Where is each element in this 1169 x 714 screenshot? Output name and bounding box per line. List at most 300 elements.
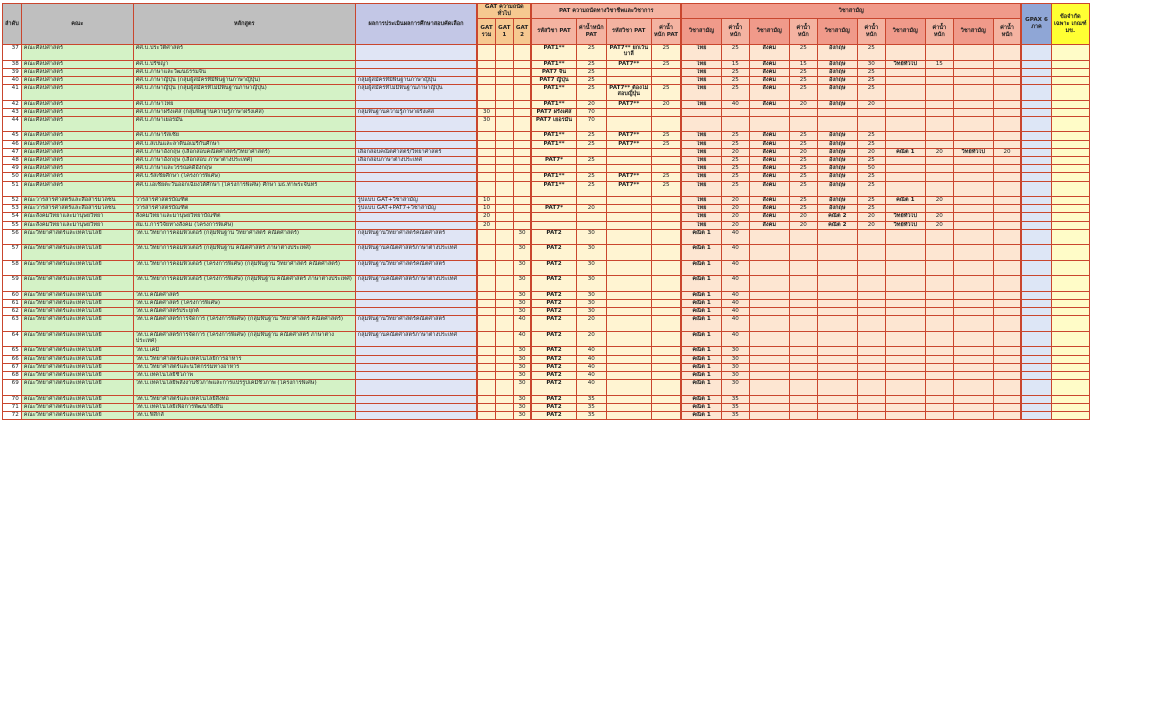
- gat-score-cell[interactable]: 20: [477, 221, 495, 229]
- subject-name-cell[interactable]: [749, 308, 789, 316]
- pat-code-cell[interactable]: PAT7 จีน: [531, 68, 576, 76]
- subject-name-cell[interactable]: อังกฤษ: [817, 173, 857, 181]
- row-number[interactable]: 71: [3, 403, 22, 411]
- note-cell[interactable]: [1051, 116, 1089, 132]
- row-number[interactable]: 56: [3, 229, 22, 245]
- gat-score-cell[interactable]: 20: [477, 213, 495, 221]
- subject-weight-cell[interactable]: [789, 412, 817, 420]
- pat-code-cell[interactable]: PAT1**: [531, 60, 576, 68]
- pat-weight-cell[interactable]: [651, 380, 681, 396]
- subject-name-cell[interactable]: [953, 116, 993, 132]
- program-cell[interactable]: วท.บ.วิทยาการคอมพิวเตอร์ (โครงการพิเศษ) (กลุ่มพื้นฐาน คณิตศาสตร์ ภาษาต่างประเทศ): [133, 276, 355, 292]
- pat-code-cell[interactable]: [606, 308, 651, 316]
- program-cell[interactable]: วท.บ.คณิตศาสตร์การจัดการ (โครงการพิเศษ) (กลุ่มพื้นฐาน วิทยาศาสตร์ คณิตศาสตร์): [133, 316, 355, 332]
- subject-name-cell[interactable]: [885, 76, 925, 84]
- gat-score-cell[interactable]: [495, 140, 513, 148]
- note-cell[interactable]: [1051, 157, 1089, 165]
- pat-code-cell[interactable]: PAT2: [531, 331, 576, 347]
- pat-code-cell[interactable]: [531, 197, 576, 205]
- gat-score-cell[interactable]: [495, 291, 513, 299]
- gpax-cell[interactable]: [1021, 108, 1051, 116]
- note-cell[interactable]: [1051, 76, 1089, 84]
- subject-weight-cell[interactable]: [925, 412, 953, 420]
- faculty-cell[interactable]: คณะวิทยาศาสตร์และเทคโนโลยี: [21, 260, 133, 276]
- gat-score-cell[interactable]: [477, 60, 495, 68]
- gat-score-cell[interactable]: [477, 157, 495, 165]
- group-cell[interactable]: [355, 395, 477, 403]
- gpax-cell[interactable]: [1021, 213, 1051, 221]
- pat-weight-cell[interactable]: 35: [576, 395, 606, 403]
- pat-code-cell[interactable]: [606, 157, 651, 165]
- subject-weight-cell[interactable]: [993, 76, 1021, 84]
- pat-weight-cell[interactable]: 40: [576, 380, 606, 396]
- row-number[interactable]: 68: [3, 371, 22, 379]
- gat-score-cell[interactable]: [495, 197, 513, 205]
- gat-score-cell[interactable]: [495, 181, 513, 197]
- faculty-cell[interactable]: คณะศิลปศาสตร์: [21, 157, 133, 165]
- gpax-cell[interactable]: [1021, 60, 1051, 68]
- faculty-cell[interactable]: คณะศิลปศาสตร์: [21, 108, 133, 116]
- subject-weight-cell[interactable]: [857, 108, 885, 116]
- subject-name-cell[interactable]: สังคม: [749, 85, 789, 101]
- gat-score-cell[interactable]: [477, 132, 495, 140]
- gat-score-cell[interactable]: [477, 316, 495, 332]
- subject-name-cell[interactable]: [817, 260, 857, 276]
- faculty-cell[interactable]: คณะศิลปศาสตร์: [21, 68, 133, 76]
- gat-score-cell[interactable]: 30: [513, 347, 531, 355]
- subject-name-cell[interactable]: ไทย: [681, 132, 721, 140]
- group-cell[interactable]: รูปแบบ GAT+วิชาสามัญ: [355, 197, 477, 205]
- program-cell[interactable]: วท.บ.วิทยาการคอมพิวเตอร์ (กลุ่มพื้นฐาน คณิตศาสตร์ ภาษาต่างประเทศ): [133, 245, 355, 261]
- group-cell[interactable]: [355, 132, 477, 140]
- row-number[interactable]: 66: [3, 355, 22, 363]
- gat-score-cell[interactable]: [513, 108, 531, 116]
- subject-name-cell[interactable]: ไทย: [681, 173, 721, 181]
- gpax-cell[interactable]: [1021, 412, 1051, 420]
- gat-score-cell[interactable]: [495, 157, 513, 165]
- pat-code-cell[interactable]: [606, 395, 651, 403]
- subject-name-cell[interactable]: สังคม: [749, 100, 789, 108]
- subject-name-cell[interactable]: คณิต 1: [681, 308, 721, 316]
- note-cell[interactable]: [1051, 181, 1089, 197]
- gat-score-cell[interactable]: 10: [477, 205, 495, 213]
- subject-weight-cell[interactable]: [925, 116, 953, 132]
- subject-name-cell[interactable]: [953, 316, 993, 332]
- subject-name-cell[interactable]: ไทย: [681, 157, 721, 165]
- pat-code-cell[interactable]: PAT2: [531, 291, 576, 299]
- subject-name-cell[interactable]: [749, 229, 789, 245]
- subject-name-cell[interactable]: คณิต 1: [681, 276, 721, 292]
- subject-name-cell[interactable]: [817, 347, 857, 355]
- gat-score-cell[interactable]: [495, 165, 513, 173]
- subject-name-cell[interactable]: ไทย: [681, 165, 721, 173]
- subject-weight-cell[interactable]: [857, 403, 885, 411]
- subject-weight-cell[interactable]: 30: [721, 371, 749, 379]
- subject-name-cell[interactable]: [953, 331, 993, 347]
- subject-weight-cell[interactable]: 20: [789, 148, 817, 156]
- subject-name-cell[interactable]: อังกฤษ: [817, 76, 857, 84]
- program-cell[interactable]: ศศ.บ.ภาษาญี่ปุ่น (กลุ่มผู้สมัครที่ไม่มีพื้นฐานภาษาญี่ปุ่น): [133, 85, 355, 101]
- gat-score-cell[interactable]: [495, 68, 513, 76]
- program-cell[interactable]: ศศ.บ.ภาษาเยอรมัน: [133, 116, 355, 132]
- pat-code-cell[interactable]: [606, 260, 651, 276]
- pat-weight-cell[interactable]: 25: [576, 60, 606, 68]
- gat-score-cell[interactable]: 30: [513, 291, 531, 299]
- pat-code-cell[interactable]: PAT7**: [606, 60, 651, 68]
- pat-code-cell[interactable]: PAT2: [531, 363, 576, 371]
- note-cell[interactable]: [1051, 140, 1089, 148]
- subject-name-cell[interactable]: [749, 380, 789, 396]
- subject-weight-cell[interactable]: [925, 355, 953, 363]
- group-cell[interactable]: [355, 45, 477, 61]
- subject-weight-cell[interactable]: [721, 116, 749, 132]
- pat-code-cell[interactable]: PAT2: [531, 300, 576, 308]
- row-number[interactable]: 62: [3, 308, 22, 316]
- subject-weight-cell[interactable]: [857, 300, 885, 308]
- pat-code-cell[interactable]: [606, 347, 651, 355]
- faculty-cell[interactable]: คณะศิลปศาสตร์: [21, 132, 133, 140]
- pat-code-cell[interactable]: PAT1**: [531, 100, 576, 108]
- subject-name-cell[interactable]: คณิต 1: [681, 316, 721, 332]
- row-number[interactable]: 43: [3, 108, 22, 116]
- pat-code-cell[interactable]: [531, 213, 576, 221]
- pat-weight-cell[interactable]: [651, 276, 681, 292]
- subject-weight-cell[interactable]: 25: [789, 157, 817, 165]
- subject-weight-cell[interactable]: [857, 380, 885, 396]
- pat-code-cell[interactable]: [606, 229, 651, 245]
- subject-name-cell[interactable]: [953, 347, 993, 355]
- subject-weight-cell[interactable]: 25: [857, 45, 885, 61]
- pat-code-cell[interactable]: [606, 316, 651, 332]
- subject-name-cell[interactable]: [749, 108, 789, 116]
- gpax-cell[interactable]: [1021, 380, 1051, 396]
- subject-weight-cell[interactable]: [925, 260, 953, 276]
- note-cell[interactable]: [1051, 221, 1089, 229]
- gat-score-cell[interactable]: [495, 380, 513, 396]
- gat-score-cell[interactable]: 10: [477, 197, 495, 205]
- subject-name-cell[interactable]: [953, 85, 993, 101]
- subject-name-cell[interactable]: สังคม: [749, 60, 789, 68]
- subject-name-cell[interactable]: [885, 300, 925, 308]
- gat-score-cell[interactable]: [495, 371, 513, 379]
- subject-weight-cell[interactable]: 20: [721, 148, 749, 156]
- pat-weight-cell[interactable]: 40: [576, 347, 606, 355]
- subject-name-cell[interactable]: [885, 371, 925, 379]
- subject-weight-cell[interactable]: [993, 403, 1021, 411]
- faculty-cell[interactable]: คณะวิทยาศาสตร์และเทคโนโลยี: [21, 291, 133, 299]
- pat-weight-cell[interactable]: [651, 68, 681, 76]
- gpax-cell[interactable]: [1021, 371, 1051, 379]
- pat-code-cell[interactable]: PAT2: [531, 412, 576, 420]
- pat-weight-cell[interactable]: 20: [576, 205, 606, 213]
- subject-weight-cell[interactable]: [993, 308, 1021, 316]
- program-cell[interactable]: วท.บ.คณิตศาสตร์ (โครงการพิเศษ): [133, 300, 355, 308]
- subject-weight-cell[interactable]: 40: [721, 100, 749, 108]
- subject-weight-cell[interactable]: [993, 276, 1021, 292]
- pat-weight-cell[interactable]: [651, 165, 681, 173]
- subject-weight-cell[interactable]: [993, 197, 1021, 205]
- pat-code-cell[interactable]: PAT7**: [606, 100, 651, 108]
- pat-weight-cell[interactable]: [651, 291, 681, 299]
- row-number[interactable]: 72: [3, 412, 22, 420]
- pat-weight-cell[interactable]: 20: [651, 100, 681, 108]
- program-cell[interactable]: ศศ.บ.ภาษาไทย: [133, 100, 355, 108]
- pat-weight-cell[interactable]: [576, 148, 606, 156]
- subject-name-cell[interactable]: คณิต 1: [681, 412, 721, 420]
- subject-weight-cell[interactable]: [925, 181, 953, 197]
- pat-weight-cell[interactable]: [576, 165, 606, 173]
- subject-weight-cell[interactable]: 30: [721, 380, 749, 396]
- subject-weight-cell[interactable]: [789, 403, 817, 411]
- note-cell[interactable]: [1051, 347, 1089, 355]
- subject-weight-cell[interactable]: [993, 140, 1021, 148]
- gat-score-cell[interactable]: [495, 100, 513, 108]
- program-cell[interactable]: วท.บ.คณิตศาสตร์: [133, 291, 355, 299]
- pat-weight-cell[interactable]: [651, 363, 681, 371]
- note-cell[interactable]: [1051, 380, 1089, 396]
- group-cell[interactable]: กลุ่มพื้นฐานวิทยาศาสตร์คณิตศาสตร์: [355, 229, 477, 245]
- subject-weight-cell[interactable]: [993, 205, 1021, 213]
- subject-name-cell[interactable]: คณิต 2: [817, 221, 857, 229]
- pat-code-cell[interactable]: [531, 165, 576, 173]
- gat-score-cell[interactable]: [477, 173, 495, 181]
- gpax-cell[interactable]: [1021, 331, 1051, 347]
- subject-weight-cell[interactable]: 25: [789, 173, 817, 181]
- faculty-cell[interactable]: คณะวิทยาศาสตร์และเทคโนโลยี: [21, 371, 133, 379]
- subject-name-cell[interactable]: สังคม: [749, 165, 789, 173]
- faculty-cell[interactable]: คณะศิลปศาสตร์: [21, 148, 133, 156]
- subject-name-cell[interactable]: คณิต 1: [885, 197, 925, 205]
- pat-weight-cell[interactable]: 20: [576, 316, 606, 332]
- subject-weight-cell[interactable]: 40: [721, 331, 749, 347]
- gat-score-cell[interactable]: [477, 403, 495, 411]
- gat-score-cell[interactable]: [495, 395, 513, 403]
- faculty-cell[interactable]: คณะวารสารศาสตร์และสื่อสารมวลชน: [21, 205, 133, 213]
- pat-code-cell[interactable]: [606, 363, 651, 371]
- gat-score-cell[interactable]: [513, 213, 531, 221]
- subject-name-cell[interactable]: [885, 380, 925, 396]
- subject-name-cell[interactable]: [817, 316, 857, 332]
- gat-score-cell[interactable]: [495, 347, 513, 355]
- subject-name-cell[interactable]: คณิต 1: [681, 300, 721, 308]
- program-cell[interactable]: ศศ.บ.ภาษาและวัฒนธรรมจีน: [133, 68, 355, 76]
- pat-code-cell[interactable]: PAT7**: [606, 140, 651, 148]
- group-cell[interactable]: [355, 291, 477, 299]
- subject-name-cell[interactable]: [749, 412, 789, 420]
- pat-code-cell[interactable]: [606, 355, 651, 363]
- group-cell[interactable]: เลือกสอบภาษาต่างประเทศ: [355, 157, 477, 165]
- pat-code-cell[interactable]: PAT2: [531, 245, 576, 261]
- subject-name-cell[interactable]: คณิต 1: [681, 347, 721, 355]
- pat-code-cell[interactable]: PAT7*: [531, 205, 576, 213]
- pat-weight-cell[interactable]: [651, 412, 681, 420]
- faculty-cell[interactable]: คณะศิลปศาสตร์: [21, 60, 133, 68]
- subject-weight-cell[interactable]: [857, 371, 885, 379]
- pat-code-cell[interactable]: PAT1**: [531, 173, 576, 181]
- subject-name-cell[interactable]: [749, 355, 789, 363]
- subject-weight-cell[interactable]: 40: [721, 316, 749, 332]
- subject-name-cell[interactable]: [885, 45, 925, 61]
- pat-code-cell[interactable]: [606, 403, 651, 411]
- subject-name-cell[interactable]: คณิต 2: [817, 213, 857, 221]
- faculty-cell[interactable]: คณะศิลปศาสตร์: [21, 45, 133, 61]
- pat-code-cell[interactable]: PAT7 ญี่ปุ่น: [531, 76, 576, 84]
- gpax-cell[interactable]: [1021, 197, 1051, 205]
- subject-weight-cell[interactable]: [925, 140, 953, 148]
- subject-weight-cell[interactable]: [925, 331, 953, 347]
- subject-weight-cell[interactable]: 25: [857, 173, 885, 181]
- subject-weight-cell[interactable]: 25: [857, 76, 885, 84]
- gat-score-cell[interactable]: [495, 60, 513, 68]
- note-cell[interactable]: [1051, 363, 1089, 371]
- subject-name-cell[interactable]: อังกฤษ: [817, 197, 857, 205]
- pat-weight-cell[interactable]: 30: [576, 291, 606, 299]
- subject-weight-cell[interactable]: [789, 331, 817, 347]
- note-cell[interactable]: [1051, 229, 1089, 245]
- subject-name-cell[interactable]: [953, 205, 993, 213]
- subject-name-cell[interactable]: [885, 276, 925, 292]
- subject-weight-cell[interactable]: 25: [857, 157, 885, 165]
- gat-score-cell[interactable]: [495, 331, 513, 347]
- subject-name-cell[interactable]: [885, 68, 925, 76]
- gat-score-cell[interactable]: [495, 85, 513, 101]
- program-cell[interactable]: ศศ.บ.ภาษารัสเซีย: [133, 132, 355, 140]
- pat-weight-cell[interactable]: [651, 76, 681, 84]
- faculty-cell[interactable]: คณะศิลปศาสตร์: [21, 140, 133, 148]
- gat-score-cell[interactable]: 30: [513, 395, 531, 403]
- pat-weight-cell[interactable]: [651, 371, 681, 379]
- group-cell[interactable]: [355, 347, 477, 355]
- subject-weight-cell[interactable]: [789, 245, 817, 261]
- subject-weight-cell[interactable]: [925, 108, 953, 116]
- subject-name-cell[interactable]: [749, 363, 789, 371]
- row-number[interactable]: 60: [3, 291, 22, 299]
- subject-name-cell[interactable]: อังกฤษ: [817, 100, 857, 108]
- pat-code-cell[interactable]: PAT2: [531, 229, 576, 245]
- gat-score-cell[interactable]: [495, 245, 513, 261]
- note-cell[interactable]: [1051, 148, 1089, 156]
- pat-weight-cell[interactable]: 30: [576, 229, 606, 245]
- subject-weight-cell[interactable]: [857, 331, 885, 347]
- gat-score-cell[interactable]: [495, 116, 513, 132]
- program-cell[interactable]: ศศ.บ.ภาษาอังกฤษ (เลือกสอบ ภาษาต่างประเทศ): [133, 157, 355, 165]
- faculty-cell[interactable]: คณะวารสารศาสตร์และสื่อสารมวลชน: [21, 197, 133, 205]
- faculty-cell[interactable]: คณะศิลปศาสตร์: [21, 181, 133, 197]
- subject-name-cell[interactable]: [953, 276, 993, 292]
- subject-weight-cell[interactable]: [925, 76, 953, 84]
- note-cell[interactable]: [1051, 308, 1089, 316]
- program-cell[interactable]: ศศ.บ.ปรัชญา: [133, 60, 355, 68]
- pat-code-cell[interactable]: [606, 197, 651, 205]
- group-cell[interactable]: กลุ่มพื้นฐานคณิตศาสตร์ภาษาต่างประเทศ: [355, 245, 477, 261]
- subject-weight-cell[interactable]: [925, 173, 953, 181]
- pat-code-cell[interactable]: PAT1**: [531, 85, 576, 101]
- subject-name-cell[interactable]: คณิต 1: [681, 331, 721, 347]
- subject-weight-cell[interactable]: [857, 347, 885, 355]
- subject-name-cell[interactable]: [885, 205, 925, 213]
- gpax-cell[interactable]: [1021, 291, 1051, 299]
- group-cell[interactable]: [355, 363, 477, 371]
- pat-weight-cell[interactable]: [651, 205, 681, 213]
- subject-weight-cell[interactable]: 25: [789, 197, 817, 205]
- subject-weight-cell[interactable]: [857, 355, 885, 363]
- subject-name-cell[interactable]: ไทย: [681, 76, 721, 84]
- pat-weight-cell[interactable]: [651, 197, 681, 205]
- pat-code-cell[interactable]: [606, 245, 651, 261]
- subject-weight-cell[interactable]: 25: [789, 45, 817, 61]
- pat-weight-cell[interactable]: 25: [576, 85, 606, 101]
- note-cell[interactable]: [1051, 276, 1089, 292]
- subject-weight-cell[interactable]: 25: [789, 140, 817, 148]
- gat-score-cell[interactable]: [513, 100, 531, 108]
- group-cell[interactable]: [355, 181, 477, 197]
- subject-weight-cell[interactable]: 25: [721, 132, 749, 140]
- gat-score-cell[interactable]: [477, 371, 495, 379]
- pat-code-cell[interactable]: PAT2: [531, 276, 576, 292]
- gat-score-cell[interactable]: [477, 245, 495, 261]
- gpax-cell[interactable]: [1021, 308, 1051, 316]
- subject-name-cell[interactable]: [953, 221, 993, 229]
- pat-weight-cell[interactable]: [651, 395, 681, 403]
- gat-score-cell[interactable]: 30: [513, 371, 531, 379]
- subject-weight-cell[interactable]: [993, 355, 1021, 363]
- subject-weight-cell[interactable]: [857, 395, 885, 403]
- subject-weight-cell[interactable]: [789, 108, 817, 116]
- gat-score-cell[interactable]: [477, 76, 495, 84]
- program-cell[interactable]: วารสารศาสตรบัณฑิต: [133, 197, 355, 205]
- gat-score-cell[interactable]: 30: [513, 260, 531, 276]
- gat-score-cell[interactable]: [495, 45, 513, 61]
- subject-weight-cell[interactable]: 20: [721, 197, 749, 205]
- subject-weight-cell[interactable]: 25: [721, 45, 749, 61]
- subject-weight-cell[interactable]: 35: [721, 395, 749, 403]
- group-cell[interactable]: [355, 68, 477, 76]
- subject-weight-cell[interactable]: [993, 380, 1021, 396]
- pat-weight-cell[interactable]: 35: [576, 412, 606, 420]
- subject-weight-cell[interactable]: [925, 165, 953, 173]
- subject-weight-cell[interactable]: 30: [857, 60, 885, 68]
- subject-weight-cell[interactable]: [857, 276, 885, 292]
- subject-name-cell[interactable]: ไทย: [681, 85, 721, 101]
- subject-weight-cell[interactable]: [993, 60, 1021, 68]
- gpax-cell[interactable]: [1021, 395, 1051, 403]
- gat-score-cell[interactable]: 30: [513, 308, 531, 316]
- pat-code-cell[interactable]: [531, 221, 576, 229]
- faculty-cell[interactable]: คณะสังคมวิทยาและมานุษยวิทยา: [21, 213, 133, 221]
- subject-weight-cell[interactable]: 25: [721, 173, 749, 181]
- pat-weight-cell[interactable]: [651, 355, 681, 363]
- subject-weight-cell[interactable]: 20: [925, 213, 953, 221]
- subject-weight-cell[interactable]: 25: [789, 165, 817, 173]
- gat-score-cell[interactable]: 30: [513, 380, 531, 396]
- subject-name-cell[interactable]: [885, 100, 925, 108]
- subject-name-cell[interactable]: [749, 371, 789, 379]
- row-number[interactable]: 57: [3, 245, 22, 261]
- program-cell[interactable]: ศศ.บ.ภาษาและวรรณคดีอังกฤษ: [133, 165, 355, 173]
- row-number[interactable]: 63: [3, 316, 22, 332]
- note-cell[interactable]: [1051, 300, 1089, 308]
- note-cell[interactable]: [1051, 245, 1089, 261]
- subject-weight-cell[interactable]: [925, 371, 953, 379]
- pat-weight-cell[interactable]: 25: [576, 173, 606, 181]
- subject-weight-cell[interactable]: [789, 371, 817, 379]
- gat-score-cell[interactable]: [477, 355, 495, 363]
- faculty-cell[interactable]: คณะสังคมวิทยาและมานุษยวิทยา: [21, 221, 133, 229]
- gat-score-cell[interactable]: [495, 221, 513, 229]
- subject-name-cell[interactable]: ไทย: [681, 68, 721, 76]
- subject-name-cell[interactable]: ไทย: [681, 197, 721, 205]
- subject-weight-cell[interactable]: [925, 132, 953, 140]
